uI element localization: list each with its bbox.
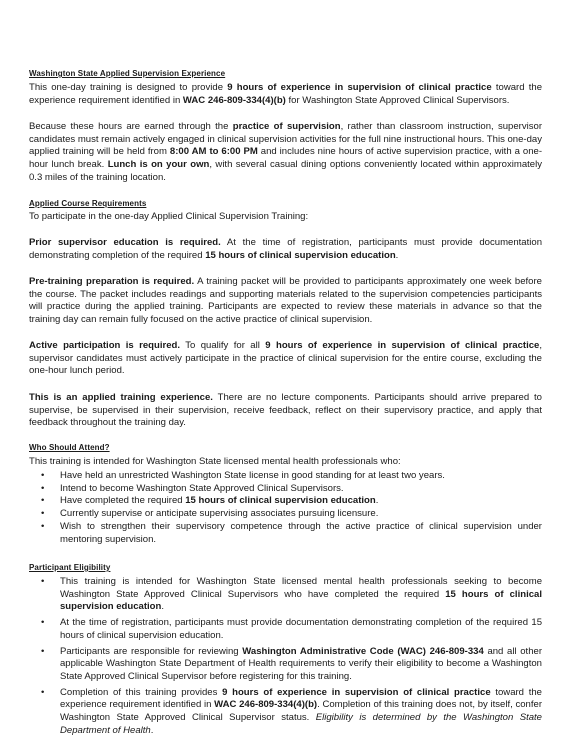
text: for Washington State Approved Clinical Supervisors. [285, 94, 510, 106]
bold-text: 8:00 AM to 6:00 PM [169, 146, 258, 158]
text: . [150, 724, 154, 736]
text: Have completed the required [60, 495, 186, 507]
text: and includes nine hours of active supervision practice, with a one-hour lunch break. [29, 146, 542, 171]
bold-text: 9 hours of experience in supervision of clinical practice [222, 686, 491, 698]
bold-text: This is an applied training experience. [29, 392, 213, 403]
bold-text: practice of supervision [232, 121, 341, 132]
list-item [29, 521, 542, 546]
bold-text: Lunch is on your own [107, 159, 210, 171]
bullet: • [41, 686, 45, 698]
bold-text: 9 hours of experience in supervision of clinical practice [227, 82, 492, 93]
paragraph-active-participation [29, 340, 542, 378]
text: . [395, 249, 399, 261]
bullet: • [41, 520, 45, 532]
bold-text: Pre-training preparation is required. [29, 276, 195, 287]
text: toward the experience requirement identified in [60, 686, 542, 711]
text: This training is intended for Washington State licensed mental health professionals seeking to become Washington State Approved Clinical Supervisors who have completed the required [60, 576, 542, 600]
bold-text: Washington Administrative Code (WAC) 246-809-334 [242, 645, 484, 657]
text: toward the experience requirement identified in [29, 82, 543, 106]
bullet: • [41, 470, 45, 481]
text: , supervisor candidates must actively participate in the practice of clinical supervision for the entire course, excluding the one-hour lunch period. [29, 340, 543, 377]
paragraph-intro [29, 82, 542, 107]
bold-text: Prior supervisor education is required. [29, 237, 221, 248]
paragraph-pre-training [29, 276, 542, 327]
text: Because these hours are earned through the [29, 121, 233, 132]
list-item [29, 470, 542, 483]
text: A training packet will be provided to participants approximately one week before the course. The packet includes readings and supporting materials related to the supervision competencies participants will practice during the applied training. Participants are expected to review these materials in advance so that the training day can remain fully focused on the active practice of clinical supervision. [29, 276, 542, 326]
bullet: • [41, 576, 45, 587]
bullet: • [41, 508, 45, 520]
paragraph-applied-training [29, 392, 542, 430]
list-item [29, 508, 542, 521]
text: This one-day training is designed to provide [29, 82, 228, 93]
bold-text: 9 hours of experience in supervision of clinical practice [265, 340, 540, 351]
bold-text: 15 hours of clinical supervision education [60, 588, 542, 613]
text: . Completion of this training does not, by itself, confer Washington State Approved Clinical Supervisor status. [60, 699, 543, 724]
list-item [29, 483, 542, 496]
bullet: • [41, 617, 45, 629]
text: Currently supervise or anticipate supervising associates pursuing licensure. [60, 508, 379, 520]
text: Wish to strengthen their supervisory competence through the active practice of clinical supervision under mentoring supervision. [60, 520, 542, 545]
text: . [161, 601, 164, 613]
text: At the time of registration, participants must provide documentation demonstrating completion of the required [29, 237, 543, 261]
section-heading-who-should-attend: Who Should Attend? [29, 443, 110, 452]
list-item [29, 687, 542, 738]
list-item [29, 617, 542, 642]
section-heading-applied-experience: Washington State Applied Supervision Experience [29, 69, 226, 78]
section-heading-course-requirements: Applied Course Requirements [29, 199, 147, 208]
text: Have held an unrestricted Washington State license in good standing for at least two years. [60, 470, 445, 481]
text: , rather than classroom instruction, supervisor candidates must remain actively engaged in clinical supervision activities for the full nine instructional hours. This one-day applied training will be held from [29, 121, 542, 158]
text: To qualify for all [180, 340, 266, 351]
section-heading-participant-eligibility: Participant Eligibility [29, 563, 111, 572]
attendee-list [29, 470, 542, 546]
bold-text: WAC 246-809-334(4)(b) [182, 94, 286, 106]
bold-text: 15 hours of clinical supervision education [205, 249, 396, 261]
list-item [29, 576, 542, 614]
bullet: • [41, 645, 45, 657]
eligibility-list [29, 576, 542, 737]
text: At the time of registration, participants must provide documentation demonstrating completion of the required 15 hours of clinical supervision education. [60, 617, 542, 641]
text: , with several casual dining options conveniently located within approximately 0.3 miles of the training location. [29, 159, 542, 183]
list-item [29, 646, 542, 684]
italic-text: Eligibility is determined by the Washington State Department of Health [60, 712, 542, 736]
text: and all other applicable Washington State Department of Health requirements to verify their eligibility to become a Washington State Approved Clinical Supervisor before registering for this training. [60, 645, 542, 682]
paragraph-requirements-intro: To participate in the one-day Applied Clinical Supervision Training: [29, 211, 309, 222]
text: . [375, 495, 379, 507]
text: Intend to become Washington State Approved Clinical Supervisors. [60, 482, 344, 494]
bullet: • [41, 495, 45, 507]
text: Completion of this training provides [60, 686, 223, 698]
bold-text: 15 hours of clinical supervision education [185, 495, 376, 507]
text: Participants are responsible for reviewing [60, 645, 243, 657]
bold-text: Active participation is required. [29, 340, 180, 351]
bold-text: WAC 246-809-334(4)(b) [214, 699, 318, 711]
paragraph-hours [29, 121, 542, 185]
paragraph-prior-education [29, 237, 542, 262]
list-item [29, 495, 542, 508]
paragraph-attend-intro: This training is intended for Washington State licensed mental health professionals who: [29, 456, 401, 467]
text: There are no lecture components. Participants should arrive prepared to supervise, be supervised in their supervision, receive feedback, reflect on their supervisory practice, and apply that feedback throughout the training day. [29, 392, 542, 429]
bullet: • [41, 482, 45, 494]
